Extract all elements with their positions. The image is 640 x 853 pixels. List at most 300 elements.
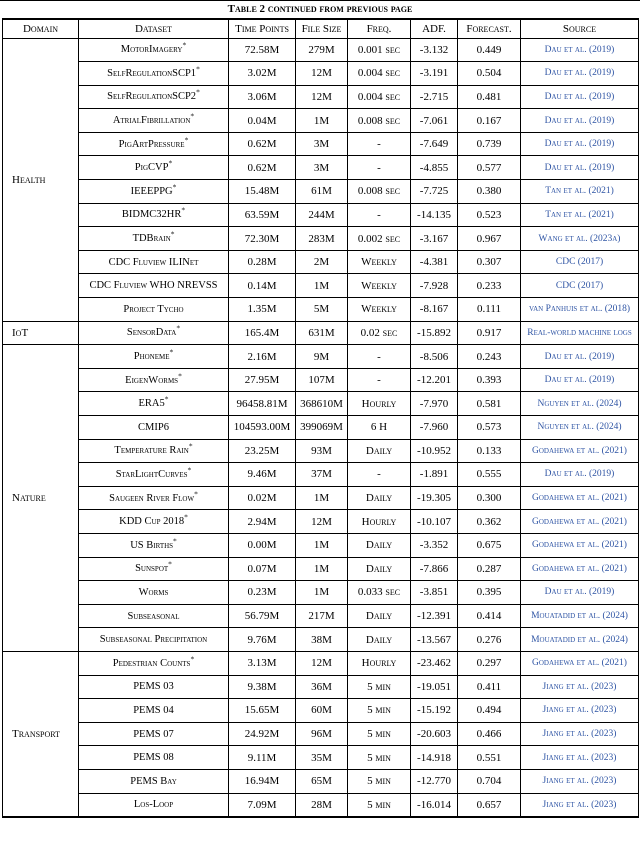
adf-value-cell: -10.107: [411, 510, 458, 534]
file-size-cell: 12M: [296, 62, 348, 86]
source-cell: [521, 486, 639, 510]
forecastability-cell: 0.297: [458, 651, 521, 675]
table-row: [3, 769, 639, 793]
source-citation-link[interactable]: Dau et al. (2019): [544, 587, 615, 598]
dataset-name: SelfRegulationSCP2: [107, 91, 197, 103]
time-points-cell: 1.35M: [229, 298, 296, 322]
source-cell: [521, 651, 639, 675]
adf-value-cell: -3.167: [411, 227, 458, 251]
dataset-name: IEEEPPG: [130, 185, 173, 197]
forecastability-cell: 0.704: [458, 769, 521, 793]
adf-value-cell: -19.305: [411, 486, 458, 510]
time-points-cell: 0.00M: [229, 533, 296, 557]
table-row: [3, 132, 639, 156]
file-size-cell: 1M: [296, 533, 348, 557]
table-row: [3, 109, 639, 133]
dataset-name: Sunspot: [135, 563, 169, 575]
source-citation-link[interactable]: Dau et al. (2019): [544, 115, 615, 126]
table-row: [3, 345, 639, 369]
frequency-cell: Daily: [348, 533, 411, 557]
frequency-cell: Daily: [348, 604, 411, 628]
dataset-name-cell: [79, 203, 229, 227]
forecastability-cell: 0.276: [458, 628, 521, 652]
source-citation-link[interactable]: Jiang et al. (2023): [542, 776, 617, 787]
forecastability-cell: 0.233: [458, 274, 521, 298]
source-citation-link[interactable]: Godahewa et al. (2021): [532, 445, 627, 456]
adf-value-cell: -20.603: [411, 722, 458, 746]
time-points-cell: 7.09M: [229, 793, 296, 817]
dataset-name: Subseasonal: [127, 610, 180, 622]
dataset-name: EigenWorms: [125, 374, 179, 386]
file-size-cell: 93M: [296, 439, 348, 463]
file-size-cell: 1M: [296, 109, 348, 133]
table-row: [3, 486, 639, 510]
frequency-cell: Hourly: [348, 392, 411, 416]
forecastability-cell: 0.581: [458, 392, 521, 416]
adf-value-cell: -7.649: [411, 132, 458, 156]
source-cell: [521, 85, 639, 109]
frequency-cell: 5 min: [348, 769, 411, 793]
dataset-name-cell: [79, 439, 229, 463]
dataset-name: ERA5: [138, 398, 165, 410]
source-cell: [521, 345, 639, 369]
frequency-cell: 5 min: [348, 746, 411, 770]
file-size-cell: 244M: [296, 203, 348, 227]
forecastability-cell: 0.573: [458, 416, 521, 440]
frequency-cell: 0.001 sec: [348, 38, 411, 62]
adf-value-cell: -7.970: [411, 392, 458, 416]
source-citation-link[interactable]: Dau et al. (2019): [544, 68, 615, 79]
file-size-cell: 1M: [296, 581, 348, 605]
time-points-cell: 24.92M: [229, 722, 296, 746]
dataset-star-marker: *: [190, 654, 195, 664]
source-cell: [521, 392, 639, 416]
frequency-cell: Hourly: [348, 651, 411, 675]
source-citation-link[interactable]: Godahewa et al. (2021): [532, 493, 627, 504]
frequency-cell: 0.02 sec: [348, 321, 411, 345]
adf-value-cell: -23.462: [411, 651, 458, 675]
forecastability-cell: 0.739: [458, 132, 521, 156]
frequency-cell: Daily: [348, 628, 411, 652]
source-citation-link[interactable]: Dau et al. (2019): [544, 469, 615, 480]
source-cell: [521, 746, 639, 770]
table-row: [3, 439, 639, 463]
source-citation-link[interactable]: Dau et al. (2019): [544, 375, 615, 386]
dataset-name: Subseasonal Precipitation: [99, 634, 208, 646]
table-row: [3, 675, 639, 699]
dataset-star-marker: *: [173, 536, 177, 546]
source-cell: [521, 510, 639, 534]
source-citation-link[interactable]: Godahewa et al. (2021): [532, 563, 627, 574]
dataset-name-cell: [79, 581, 229, 605]
dataset-name: PEMS 08: [133, 752, 174, 764]
table-row: [3, 203, 639, 227]
adf-value-cell: -8.167: [411, 298, 458, 322]
file-size-cell: 107M: [296, 368, 348, 392]
dataset-name: US Births: [130, 539, 174, 551]
table-row: [3, 510, 639, 534]
dataset-star-marker: *: [196, 64, 200, 74]
forecastability-cell: 0.300: [458, 486, 521, 510]
source-cell: [521, 227, 639, 251]
file-size-cell: 1M: [296, 274, 348, 298]
source-cell: [521, 699, 639, 723]
time-points-cell: 165.4M: [229, 321, 296, 345]
source-citation-link[interactable]: Jiang et al. (2023): [542, 799, 617, 810]
source-citation-link[interactable]: Nguyen et al. (2024): [537, 398, 622, 409]
dataset-star-marker: *: [184, 135, 189, 145]
dataset-name: MotorImagery: [120, 44, 183, 56]
adf-value-cell: -7.725: [411, 180, 458, 204]
forecastability-cell: 0.523: [458, 203, 521, 227]
source-citation-link[interactable]: Godahewa et al. (2021): [532, 540, 627, 551]
dataset-name-cell: [79, 368, 229, 392]
table-row: [3, 250, 639, 274]
dataset-name: CDC Fluview ILINet: [108, 256, 199, 268]
dataset-name: PEMS 03: [133, 681, 174, 693]
frequency-cell: Weekly: [348, 298, 411, 322]
source-cell: [521, 581, 639, 605]
dataset-name-cell: [79, 699, 229, 723]
source-citation-link[interactable]: Jiang et al. (2023): [542, 705, 617, 716]
source-citation-link[interactable]: Godahewa et al. (2021): [532, 516, 627, 527]
dataset-name: Pedestrian Counts: [112, 657, 191, 669]
dataset-name: Los-Loop: [133, 799, 174, 811]
adf-value-cell: -2.715: [411, 85, 458, 109]
table-row: [3, 416, 639, 440]
dataset-name: Saugeen River Flow: [109, 492, 195, 504]
dataset-name-cell: [79, 746, 229, 770]
domain-cell-iot: IoT: [3, 321, 79, 345]
dataset-name-cell: [79, 156, 229, 180]
adf-value-cell: -7.960: [411, 416, 458, 440]
dataset-name: PEMS Bay: [130, 775, 177, 787]
forecastability-cell: 0.287: [458, 557, 521, 581]
time-points-cell: 104593.00M: [229, 416, 296, 440]
time-points-cell: 72.58M: [229, 38, 296, 62]
source-cell: [521, 274, 639, 298]
adf-value-cell: -15.192: [411, 699, 458, 723]
adf-value-cell: -7.866: [411, 557, 458, 581]
frequency-cell: 0.004 sec: [348, 85, 411, 109]
source-cell: [521, 416, 639, 440]
frequency-cell: 0.008 sec: [348, 109, 411, 133]
source-cell: [521, 321, 639, 345]
source-citation-link[interactable]: Dau et al. (2019): [544, 162, 615, 173]
forecastability-cell: 0.133: [458, 439, 521, 463]
time-points-cell: 9.76M: [229, 628, 296, 652]
file-size-cell: 61M: [296, 180, 348, 204]
source-citation-link[interactable]: Real-world machine logs: [527, 327, 632, 338]
frequency-cell: 0.008 sec: [348, 180, 411, 204]
source-cell: [521, 793, 639, 817]
table-row: [3, 557, 639, 581]
dataset-star-marker: *: [172, 182, 177, 192]
source-cell: [521, 62, 639, 86]
table-caption: Table 2 continued from previous page: [227, 3, 413, 15]
dataset-name-cell: [79, 132, 229, 156]
file-size-cell: 279M: [296, 38, 348, 62]
frequency-cell: Hourly: [348, 510, 411, 534]
adf-value-cell: -14.135: [411, 203, 458, 227]
table-body: [3, 38, 639, 817]
dataset-name-cell: [79, 793, 229, 817]
forecastability-cell: 0.555: [458, 463, 521, 487]
time-points-cell: 9.46M: [229, 463, 296, 487]
forecastability-cell: 0.504: [458, 62, 521, 86]
source-citation-link[interactable]: Dau et al. (2019): [544, 139, 615, 150]
forecastability-cell: 0.481: [458, 85, 521, 109]
file-size-cell: 283M: [296, 227, 348, 251]
dataset-star-marker: *: [181, 205, 186, 215]
frequency-cell: -: [348, 132, 411, 156]
source-cell: [521, 769, 639, 793]
table-row: [3, 274, 639, 298]
source-citation-link[interactable]: Jiang et al. (2023): [542, 752, 617, 763]
file-size-cell: 631M: [296, 321, 348, 345]
frequency-cell: Weekly: [348, 274, 411, 298]
source-citation-link[interactable]: Mouatadid et al. (2024): [531, 611, 628, 622]
source-citation-link[interactable]: van Panhuis et al. (2018): [528, 304, 631, 315]
frequency-cell: -: [348, 368, 411, 392]
table-row: [3, 793, 639, 817]
forecastability-cell: 0.411: [458, 675, 521, 699]
source-citation-link[interactable]: Dau et al. (2019): [544, 91, 615, 102]
time-points-cell: 16.94M: [229, 769, 296, 793]
datasets-table: [2, 18, 639, 818]
dataset-name: CDC Fluview WHO NREVSS: [89, 280, 218, 292]
table-row: [3, 628, 639, 652]
source-citation-link[interactable]: Dau et al. (2019): [544, 351, 615, 362]
source-citation-link[interactable]: Jiang et al. (2023): [542, 729, 617, 740]
source-citation-link[interactable]: Dau et al. (2019): [544, 44, 615, 55]
table-row: [3, 392, 639, 416]
dataset-name-cell: [79, 85, 229, 109]
source-cell: [521, 156, 639, 180]
dataset-name-cell: [79, 416, 229, 440]
table-row: [3, 156, 639, 180]
domain-cell-nature: Nature: [3, 345, 79, 652]
forecastability-cell: 0.111: [458, 298, 521, 322]
table-row: [3, 227, 639, 251]
table-header: [3, 19, 639, 38]
header-row: [3, 19, 639, 38]
source-cell: [521, 203, 639, 227]
frequency-cell: 0.004 sec: [348, 62, 411, 86]
frequency-cell: -: [348, 463, 411, 487]
dataset-name: Phoneme: [133, 351, 170, 363]
time-points-cell: 72.30M: [229, 227, 296, 251]
table-row: [3, 321, 639, 345]
source-citation-link[interactable]: Tan et al. (2021): [545, 186, 614, 197]
dataset-name: BIDMC32HR: [121, 209, 182, 221]
column-header-forecast: Forecast.: [458, 19, 521, 38]
dataset-name: StarLightCurves: [115, 468, 188, 480]
source-citation-link[interactable]: Godahewa et al. (2021): [532, 658, 627, 669]
table-row: [3, 38, 639, 62]
source-cell: [521, 628, 639, 652]
time-points-cell: 2.94M: [229, 510, 296, 534]
time-points-cell: 0.23M: [229, 581, 296, 605]
dataset-star-marker: *: [169, 347, 174, 357]
frequency-cell: Weekly: [348, 250, 411, 274]
forecastability-cell: 0.393: [458, 368, 521, 392]
forecastability-cell: 0.243: [458, 345, 521, 369]
column-header-adf: ADF.: [411, 19, 458, 38]
adf-value-cell: -3.352: [411, 533, 458, 557]
table-row: [3, 581, 639, 605]
time-points-cell: 2.16M: [229, 345, 296, 369]
dataset-name: Worms: [138, 586, 169, 598]
forecastability-cell: 0.362: [458, 510, 521, 534]
dataset-star-marker: *: [194, 489, 198, 499]
column-header-file_size: File Size: [296, 19, 348, 38]
table-row: [3, 85, 639, 109]
source-citation-link[interactable]: Nguyen et al. (2024): [537, 422, 622, 433]
time-points-cell: 0.04M: [229, 109, 296, 133]
dataset-name: PEMS 07: [133, 728, 174, 740]
file-size-cell: 368610M: [296, 392, 348, 416]
time-points-cell: 15.48M: [229, 180, 296, 204]
dataset-name: SensorData: [126, 327, 177, 339]
adf-value-cell: -3.191: [411, 62, 458, 86]
domain-cell-health: Health: [3, 38, 79, 321]
time-points-cell: 3.02M: [229, 62, 296, 86]
source-cell: [521, 557, 639, 581]
dataset-name: PigArtPressure: [118, 138, 185, 150]
source-cell: [521, 180, 639, 204]
dataset-star-marker: *: [188, 441, 193, 451]
file-size-cell: 2M: [296, 250, 348, 274]
dataset-name: TDBrain: [132, 233, 171, 245]
column-header-domain: Domain: [3, 19, 79, 38]
file-size-cell: 36M: [296, 675, 348, 699]
file-size-cell: 12M: [296, 651, 348, 675]
time-points-cell: 0.62M: [229, 132, 296, 156]
file-size-cell: 3M: [296, 156, 348, 180]
time-points-cell: 0.62M: [229, 156, 296, 180]
source-citation-link[interactable]: Mouatadid et al. (2024): [531, 634, 628, 645]
file-size-cell: 65M: [296, 769, 348, 793]
forecastability-cell: 0.395: [458, 581, 521, 605]
adf-value-cell: -4.855: [411, 156, 458, 180]
dataset-name-cell: [79, 62, 229, 86]
forecastability-cell: 0.414: [458, 604, 521, 628]
dataset-name-cell: [79, 274, 229, 298]
time-points-cell: 27.95M: [229, 368, 296, 392]
dataset-name-cell: [79, 533, 229, 557]
frequency-cell: 5 min: [348, 675, 411, 699]
frequency-cell: -: [348, 203, 411, 227]
dataset-name: PigCVP: [134, 162, 169, 174]
adf-value-cell: -3.132: [411, 38, 458, 62]
forecastability-cell: 0.307: [458, 250, 521, 274]
dataset-name-cell: [79, 321, 229, 345]
adf-value-cell: -1.891: [411, 463, 458, 487]
forecastability-cell: 0.494: [458, 699, 521, 723]
forecastability-cell: 0.657: [458, 793, 521, 817]
source-citation-link[interactable]: Tan et al. (2021): [545, 209, 614, 220]
adf-value-cell: -10.952: [411, 439, 458, 463]
dataset-name-cell: [79, 392, 229, 416]
column-header-time_points: Time Points: [229, 19, 296, 38]
adf-value-cell: -15.892: [411, 321, 458, 345]
table-row: [3, 180, 639, 204]
dataset-star-marker: *: [164, 394, 169, 404]
file-size-cell: 96M: [296, 722, 348, 746]
source-citation-link[interactable]: Jiang et al. (2023): [542, 681, 617, 692]
file-size-cell: 5M: [296, 298, 348, 322]
forecastability-cell: 0.917: [458, 321, 521, 345]
file-size-cell: 12M: [296, 510, 348, 534]
dataset-star-marker: *: [187, 465, 192, 475]
table-row: [3, 368, 639, 392]
forecastability-cell: 0.167: [458, 109, 521, 133]
dataset-name: PEMS 04: [133, 704, 174, 716]
dataset-name-cell: [79, 486, 229, 510]
dataset-name-cell: [79, 651, 229, 675]
source-cell: [521, 298, 639, 322]
time-points-cell: 0.28M: [229, 250, 296, 274]
time-points-cell: 0.02M: [229, 486, 296, 510]
source-cell: [521, 132, 639, 156]
adf-value-cell: -3.851: [411, 581, 458, 605]
forecastability-cell: 0.466: [458, 722, 521, 746]
adf-value-cell: -12.201: [411, 368, 458, 392]
frequency-cell: Daily: [348, 439, 411, 463]
dataset-name: KDD Cup 2018: [119, 516, 185, 528]
table-row: [3, 746, 639, 770]
dataset-name-cell: [79, 227, 229, 251]
source-citation-link[interactable]: CDC (2017): [555, 280, 604, 291]
file-size-cell: 9M: [296, 345, 348, 369]
file-size-cell: 1M: [296, 557, 348, 581]
time-points-cell: 0.07M: [229, 557, 296, 581]
frequency-cell: -: [348, 156, 411, 180]
dataset-name-cell: [79, 345, 229, 369]
file-size-cell: 12M: [296, 85, 348, 109]
dataset-name-cell: [79, 722, 229, 746]
table-row: [3, 604, 639, 628]
dataset-name-cell: [79, 38, 229, 62]
dataset-name-cell: [79, 180, 229, 204]
file-size-cell: 1M: [296, 486, 348, 510]
dataset-name-cell: [79, 769, 229, 793]
dataset-name-cell: [79, 628, 229, 652]
frequency-cell: 5 min: [348, 699, 411, 723]
adf-value-cell: -7.061: [411, 109, 458, 133]
source-citation-link[interactable]: CDC (2017): [555, 257, 604, 268]
dataset-name: CMIP6: [138, 421, 169, 433]
dataset-name: AtrialFibrillation: [112, 115, 191, 127]
source-cell: [521, 38, 639, 62]
dataset-name-cell: [79, 557, 229, 581]
source-citation-link[interactable]: Wang et al. (2023a): [538, 233, 621, 244]
time-points-cell: 23.25M: [229, 439, 296, 463]
time-points-cell: 63.59M: [229, 203, 296, 227]
dataset-name-cell: [79, 604, 229, 628]
file-size-cell: 3M: [296, 132, 348, 156]
file-size-cell: 35M: [296, 746, 348, 770]
frequency-cell: Daily: [348, 486, 411, 510]
dataset-name-cell: [79, 298, 229, 322]
source-cell: [521, 250, 639, 274]
dataset-star-marker: *: [182, 40, 187, 50]
source-cell: [521, 368, 639, 392]
source-cell: [521, 439, 639, 463]
time-points-cell: 9.38M: [229, 675, 296, 699]
adf-value-cell: -16.014: [411, 793, 458, 817]
